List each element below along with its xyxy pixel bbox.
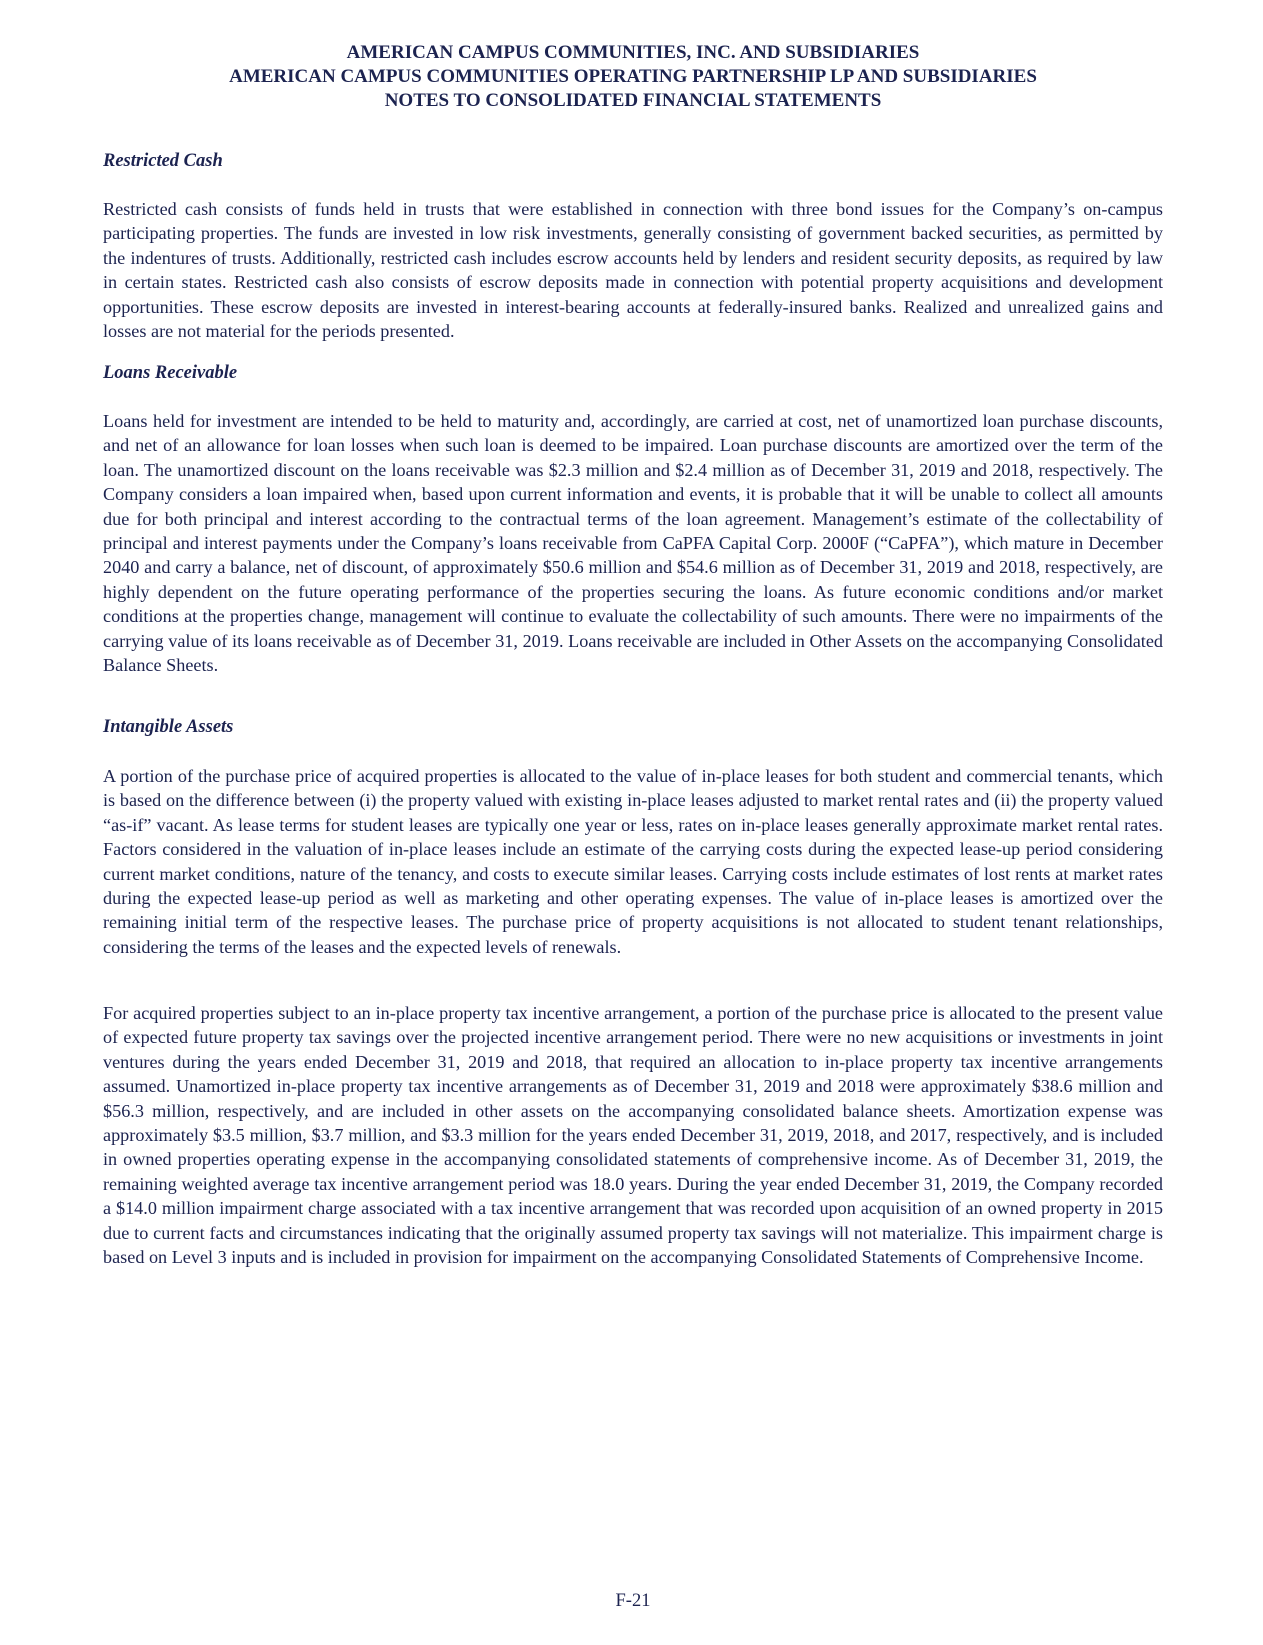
heading-intangible-assets: Intangible Assets — [103, 717, 234, 737]
paragraph-intangible-assets-2: For acquired properties subject to an in-place property tax incentive arrangement, a portion of the purchase price is allocated to the present value of expected future property tax savings over the projected incentive arrangement period. There were no new acquisitions or investments in joint ventures during the years ended December 31, 2019 and 2018, that required an allocation to in-place property tax incentive arrangements assumed. Unamortized in-place property tax incentive arrangements as of December 31, 2019 and 2018 were approximately $38.6 million and $56.3 million, respectively, and are included in other assets on the accompanying consolidated balance sheets. Amortization expense was approximately $3.5 million, $3.7 million, and $3.3 million for the years ended December 31, 2019, 2018, and 2017, respectively, and is included in owned properties operating expense in the accompanying consolidated statements of comprehensive income. As of December 31, 2019, the remaining weighted average tax incentive arrangement period was 18.0 years. During the year ended December 31, 2019, the Company recorded a $14.0 million impairment charge associated with a tax incentive arrangement that was recorded upon acquisition of an owned property in 2015 due to current facts and circumstances indicating that the originally assumed property tax savings will not materialize. This impairment charge is based on Level 3 inputs and is included in provision for impairment on the accompanying Consolidated Statements of Comprehensive Income. — [103, 1003, 1163, 1268]
page-number: F-21 — [615, 1591, 651, 1611]
header-partnership-name: AMERICAN CAMPUS COMMUNITIES OPERATING PARTNERSHIP LP AND SUBSIDIARIES — [229, 66, 1037, 87]
paragraph-loans-receivable: Loans held for investment are intended to be held to maturity and, accordingly, are carried at cost, net of unamortized loan purchase discounts, and net of an allowance for loan losses when such loan is deemed to be impaired. Loan purchase discounts are amortized over the term of the loan. The unamortized discount on the loans receivable was $2.3 million and $2.4 million as of December 31, 2019 and 2018, respectively. The Company considers a loan impaired when, based upon current information and events, it is probable that it will be unable to collect all amounts due for both principal and interest according to the contractual terms of the loan agreement. Management’s estimate of the collectability of principal and interest payments under the Company’s loans receivable from CaPFA Capital Corp. 2000F (“CaPFA”), which mature in December 2040 and carry a balance, net of discount, of approximately $50.6 million and $54.6 million as of December 31, 2019 and 2018, respectively, are highly dependent on the future operating performance of the properties securing the loans. As future economic conditions and/or market conditions at the properties change, management will continue to evaluate the collectability of such amounts. There were no impairments of the carrying value of its loans receivable as of December 31, 2019. Loans receivable are included in Other Assets on the accompanying Consolidated Balance Sheets. — [103, 411, 1163, 676]
heading-restricted-cash: Restricted Cash — [103, 151, 223, 171]
paragraph-restricted-cash: Restricted cash consists of funds held in trusts that were established in connection with three bond issues for the Company’s on-campus participating properties. The funds are invested in low risk investments, generally consisting of government backed securities, as permitted by the indentures of trusts. Additionally, restricted cash includes escrow accounts held by lenders and resident security deposits, as required by law in certain states. Restricted cash also consists of escrow deposits made in connection with potential property acquisitions and development opportunities. These escrow deposits are invested in interest-bearing accounts at federally-insured banks. Realized and unrealized gains and losses are not material for the periods presented. — [103, 199, 1163, 342]
document-header — [103, 41, 1163, 113]
paragraph-intangible-assets-1: A portion of the purchase price of acquired properties is allocated to the value of in-place leases for both student and commercial tenants, which is based on the difference between (i) the property valued with existing in-place leases adjusted to market rental rates and (ii) the property valued “as-if” vacant. As lease terms for student leases are typically one year or less, rates on in-place leases generally approximate market rental rates. Factors considered in the valuation of in-place leases include an estimate of the carrying costs during the expected lease-up period considering current market conditions, nature of the tenancy, and costs to execute similar leases. Carrying costs include estimates of lost rents at market rates during the expected lease-up period as well as marketing and other operating expenses. The value of in-place leases is amortized over the remaining initial term of the respective leases. The purchase price of property acquisitions is not allocated to student tenant relationships, considering the terms of the leases and the expected levels of renewals. — [103, 766, 1163, 957]
heading-loans-receivable: Loans Receivable — [103, 363, 238, 383]
header-notes-title: NOTES TO CONSOLIDATED FINANCIAL STATEMENTS — [384, 90, 882, 111]
header-company-name: AMERICAN CAMPUS COMMUNITIES, INC. AND SUBSIDIARIES — [346, 42, 920, 63]
document-page — [103, 0, 1163, 1645]
